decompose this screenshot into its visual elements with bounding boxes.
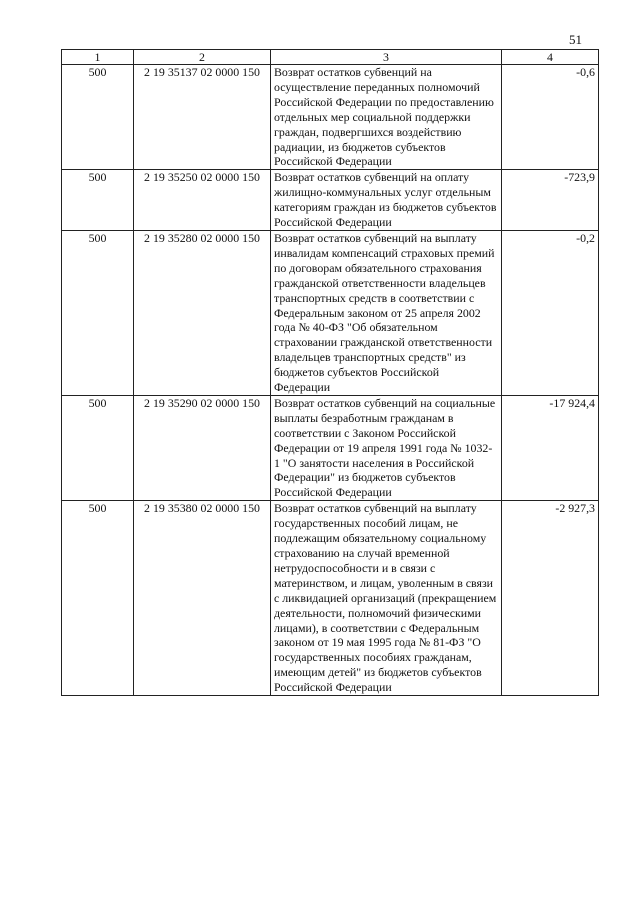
revenue-name-cell: Возврат остатков субвенций на осуществление переданных полномочий Российской Федерации по предоставлению отдельных мер социальной поддержки граждан, подвергшихся воздействию радиации, из бюджетов субъектов Российской Федерации xyxy=(271,65,502,170)
kbk-code-cell: 2 19 35380 02 0000 150 xyxy=(134,501,271,696)
admin-code-cell: 500 xyxy=(62,230,134,395)
kbk-code-cell: 2 19 35250 02 0000 150 xyxy=(134,170,271,231)
table-row xyxy=(62,395,599,500)
revenue-name-cell: Возврат остатков субвенций на выплату государственных пособий лицам, не подлежащим обязательному социальному страхованию на случай временной нетрудоспособности и в связи с материнством, и лицам, уволенным в связи с ликвидацией организаций (прекращением деятельности, полномочий физическими лицами), в соответствии с Федеральным законом от 19 мая 1995 года № 81-ФЗ "О государственных пособиях гражданам, имеющим детей" из бюджетов субъектов Российской Федерации xyxy=(271,501,502,696)
amount-cell: -0,2 xyxy=(502,230,599,395)
table-row xyxy=(62,65,599,170)
column-header-1: 1 xyxy=(62,50,134,65)
table-row xyxy=(62,501,599,696)
table-header-row xyxy=(62,50,599,65)
amount-cell: -0,6 xyxy=(502,65,599,170)
revenue-name-cell: Возврат остатков субвенций на оплату жилищно-коммунальных услуг отдельным категориям граждан из бюджетов субъектов Российской Федерации xyxy=(271,170,502,231)
amount-cell: -17 924,4 xyxy=(502,395,599,500)
admin-code-cell: 500 xyxy=(62,501,134,696)
column-header-4: 4 xyxy=(502,50,599,65)
budget-table xyxy=(61,49,599,696)
page-number: 51 xyxy=(569,32,582,47)
table-row xyxy=(62,230,599,395)
column-header-3: 3 xyxy=(271,50,502,65)
column-header-2: 2 xyxy=(134,50,271,65)
table-row xyxy=(62,170,599,231)
kbk-code-cell: 2 19 35290 02 0000 150 xyxy=(134,395,271,500)
admin-code-cell: 500 xyxy=(62,65,134,170)
amount-cell: -723,9 xyxy=(502,170,599,231)
admin-code-cell: 500 xyxy=(62,170,134,231)
revenue-name-cell: Возврат остатков субвенций на социальные выплаты безработным гражданам в соответствии с Законом Российской Федерации от 19 апреля 1991 года № 1032-1 "О занятости населения в Российской Федерации" из бюджетов субъектов Российской Федерации xyxy=(271,395,502,500)
kbk-code-cell: 2 19 35137 02 0000 150 xyxy=(134,65,271,170)
revenue-name-cell: Возврат остатков субвенций на выплату инвалидам компенсаций страховых премий по договорам обязательного страхования гражданской ответственности владельцев транспортных средств в соответствии с Федеральным законом от 25 апреля 2002 года № 40-ФЗ "Об обязательном страховании гражданской ответственности владельцев транспортных средств" из бюджетов субъектов Российской Федерации xyxy=(271,230,502,395)
admin-code-cell: 500 xyxy=(62,395,134,500)
amount-cell: -2 927,3 xyxy=(502,501,599,696)
kbk-code-cell: 2 19 35280 02 0000 150 xyxy=(134,230,271,395)
